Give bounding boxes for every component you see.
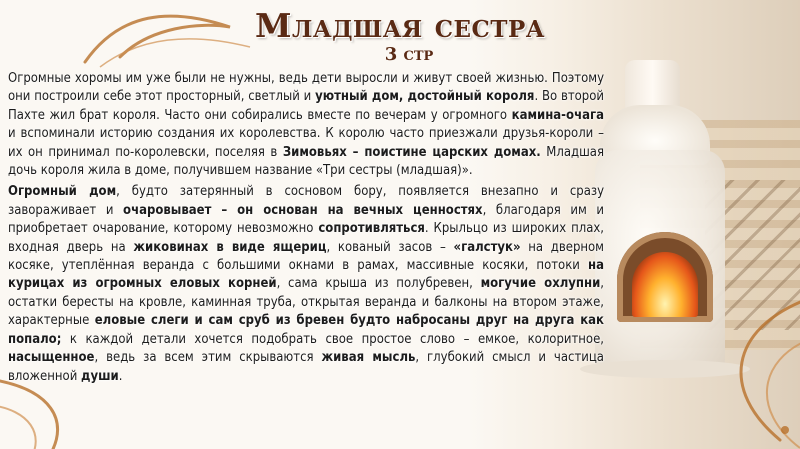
highlighted-text: «галстук» <box>453 239 521 255</box>
text-segment: , глубокий смысл и частица вложенной <box>8 350 604 384</box>
page-title: Младшая сестра <box>254 6 545 45</box>
text-segment: . Крыльцо из широких плах, входная дверь на <box>8 221 604 255</box>
highlighted-text: сопротивляться <box>318 221 425 237</box>
text-segment: Огромные хоромы им уже были не нужны, ведь дети выросли и живут своей жизнью. Поэтому они построили себе этот просторный, светлый и <box>8 71 604 105</box>
highlighted-text: души <box>81 368 119 384</box>
text-segment: , сама крыша из полубревен, <box>276 276 481 292</box>
text-segment: , благодаря им и приобретает очарование, которому невозможно <box>8 202 604 237</box>
highlighted-text: Огромный дом <box>8 184 117 200</box>
highlighted-text: на курицах из огромных еловых корней <box>8 258 604 292</box>
text-segment: и вспоминали историю создания их королевства. К королю часто приезжали друзья-короли – их он принимал по-королевски, поселяя в <box>8 126 604 160</box>
highlighted-text: жиковинах в виде ящериц <box>133 239 327 255</box>
highlighted-text: камина-очага <box>511 107 604 123</box>
text-segment: . Во второй Пахте жил брат короля. Часто они собирались вместе по вечерам у огромного <box>8 89 604 123</box>
text-segment: , остатки бересты на кровле, каминная труба, открытая веранда и балконы на втором этаже, характерные <box>8 276 605 329</box>
body-text <box>8 70 604 386</box>
text-segment: . <box>118 368 123 384</box>
highlighted-text: могучие охлупни <box>480 276 601 292</box>
swirl-ornament-right <box>690 290 800 449</box>
highlighted-text: живая мысль <box>321 350 416 366</box>
paragraph-1 <box>8 70 604 180</box>
text-segment: Младшая дочь короля жила в доме, получившем название «Три сестры (младшая)». <box>8 144 604 179</box>
text-segment: , кованый засов – <box>326 239 454 255</box>
highlighted-text: еловые слеги и сам сруб из бревен будто набросаны друг на друга как попало; <box>8 313 604 347</box>
highlighted-text: Зимовьях – поистине царских домах. <box>282 144 541 160</box>
paragraph-2 <box>8 183 604 385</box>
highlighted-text: очаровывает – он основан на вечных ценностях <box>123 202 483 218</box>
text-segment: , будто затерянный в сосновом бору, появляется внезапно и сразу завораживает и <box>8 184 604 218</box>
highlighted-text: уютный дом, достойный короля <box>315 89 535 105</box>
text-segment: к каждой детали хочется подобрать свое простое слово – емкое, колоритное, <box>61 331 604 347</box>
text-segment: , ведь за всем этим скрываются <box>94 350 322 366</box>
text-segment: на дверном косяке, утеплённая веранда с большими окнами в рамах, массивные косяки, потоки <box>8 239 604 274</box>
page-subtitle: 3 стр <box>384 44 434 65</box>
highlighted-text: насыщенное <box>8 350 95 366</box>
fire-icon <box>632 252 698 317</box>
